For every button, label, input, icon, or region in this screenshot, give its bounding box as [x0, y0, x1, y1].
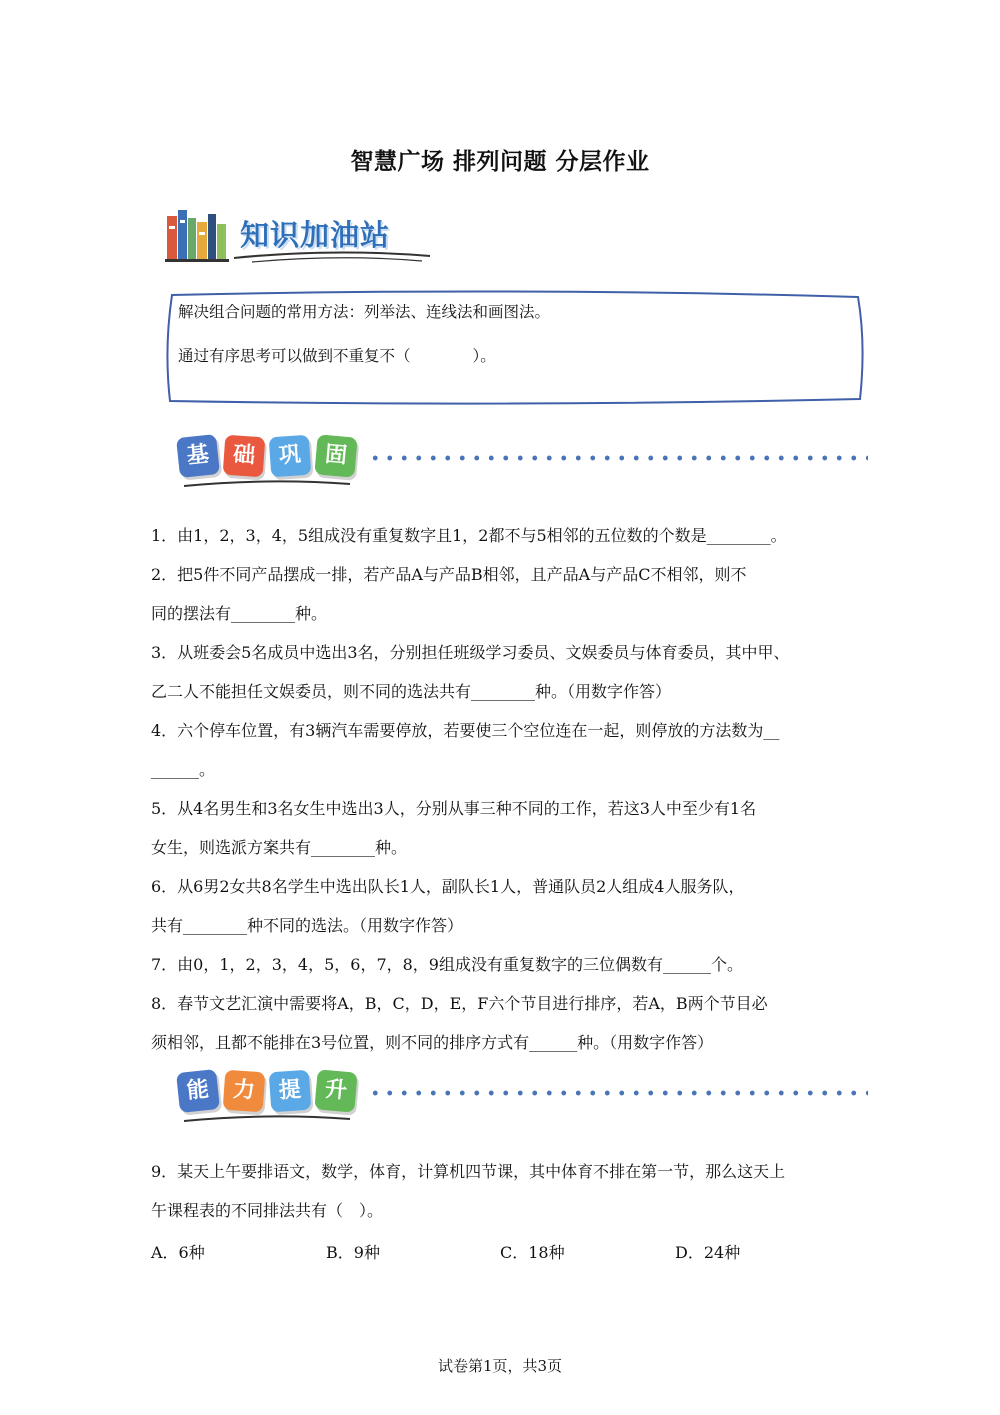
- question-1: 1．由1，2，3，4，5组成没有重复数字且1，2都不与5相邻的五位数的个数是________。: [151, 526, 787, 545]
- question-3-line-2: 乙二人不能担任文娱委员，则不同的选法共有________种。（用数字作答）: [151, 682, 672, 701]
- question-4-line-1: 4．六个停车位置，有3辆汽车需要停放，若要使三个空位连在一起，则停放的方法数为__: [151, 721, 780, 740]
- tile-ti: 提: [269, 1070, 312, 1113]
- tile-li: 力: [223, 1070, 266, 1113]
- question-5-line-1: 5．从4名男生和3名女生中选出3人，分别从事三种不同的工作，若这3人中至少有1名: [151, 799, 757, 818]
- tile-gong: 巩: [269, 435, 312, 478]
- question-2-line-1: 2．把5件不同产品摆成一排，若产品A与产品B相邻，且产品A与产品C不相邻，则不: [151, 565, 747, 584]
- tiles-underline: [182, 1111, 352, 1125]
- question-9-line-2: 午课程表的不同排法共有（ ）。: [151, 1201, 384, 1220]
- option-b: B．9种: [326, 1243, 380, 1262]
- question-6-line-1: 6．从6男2女共8名学生中选出队长1人，副队长1人，普通队员2人组成4人服务队，: [151, 877, 745, 896]
- document-title: 智慧广场 排列问题 分层作业: [350, 149, 650, 175]
- dotted-divider: [368, 1090, 868, 1096]
- knowledge-line-1: 解决组合问题的常用方法：列举法、连线法和画图法。: [178, 303, 551, 321]
- question-4-line-2: ______。: [151, 760, 216, 779]
- question-9-line-1: 9．某天上午要排语文，数学，体育，计算机四节课，其中体育不排在第一节，那么这天上: [151, 1162, 786, 1181]
- tiles-underline: [182, 476, 352, 490]
- question-5-line-2: 女生，则选派方案共有________种。: [151, 838, 408, 857]
- option-c: C．18种: [500, 1243, 565, 1262]
- banner-underline: [232, 246, 432, 266]
- question-6-line-2: 共有________种不同的选法。（用数字作答）: [151, 916, 464, 935]
- tile-chu: 础: [223, 435, 266, 478]
- dotted-divider: [368, 455, 868, 461]
- option-d: D．24种: [675, 1243, 741, 1262]
- question-8-line-1: 8．春节文艺汇演中需要将A，B，C，D，E，F六个节目进行排序，若A，B两个节目必: [151, 994, 768, 1013]
- question-7: 7．由0，1，2，3，4，5，6，7，8，9组成没有重复数字的三位偶数有______个。: [151, 955, 743, 974]
- knowledge-line-2: 通过有序思考可以做到不重复不（ ）。: [178, 347, 496, 365]
- section-basic-header: [178, 436, 868, 496]
- question-2-line-2: 同的摆法有________种。: [151, 604, 328, 623]
- question-8-line-2: 须相邻，且都不能排在3号位置，则不同的排序方式有______种。（用数字作答）: [151, 1033, 714, 1052]
- books-icon: [165, 208, 229, 262]
- section-advanced-header: [178, 1071, 868, 1131]
- tile-ji: 基: [176, 434, 220, 478]
- page-footer: 试卷第1页，共3页: [437, 1357, 563, 1375]
- tile-gu: 固: [314, 434, 357, 477]
- tile-neng: 能: [176, 1069, 220, 1113]
- knowledge-banner-title: 知识加油站: [240, 218, 391, 252]
- tile-sheng: 升: [314, 1069, 357, 1112]
- option-a: A．6种: [151, 1243, 205, 1262]
- question-3-line-1: 3．从班委会5名成员中选出3名，分别担任班级学习委员、文娱委员与体育委员，其中甲、: [151, 643, 790, 662]
